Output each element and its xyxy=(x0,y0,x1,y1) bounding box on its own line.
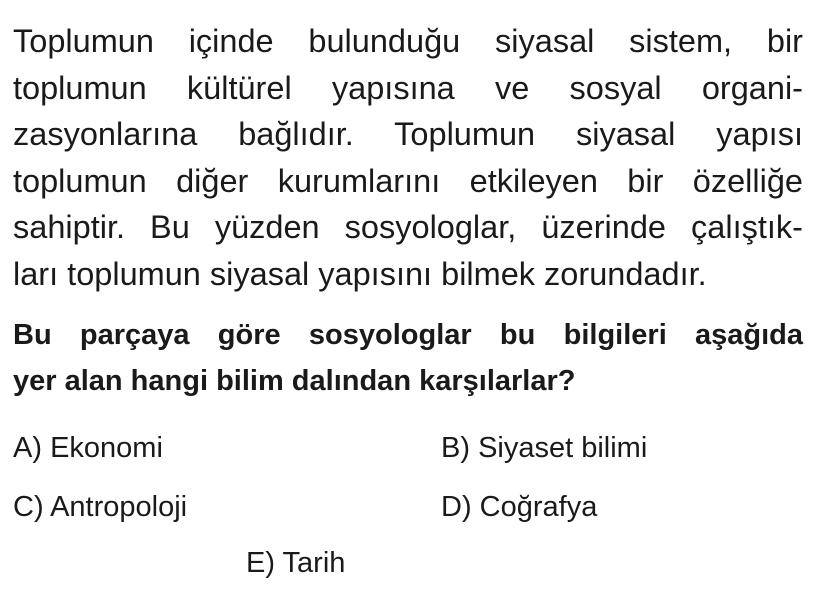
option-letter: C ) xyxy=(13,491,50,523)
option-letter: B ) xyxy=(441,432,478,464)
answer-option-e[interactable] xyxy=(246,545,345,581)
passage-line: zasyonlarına bağlıdır. Toplumun siyasal yapısı xyxy=(13,116,803,153)
passage-line: Toplumun içinde bulunduğu siyasal sistem, bir xyxy=(13,23,803,59)
question-line: yer alan hangi bilim dalından karşılarlar? xyxy=(13,365,576,397)
option-letter: A ) xyxy=(13,432,50,464)
answer-option-a[interactable] xyxy=(13,430,163,466)
question-stem xyxy=(13,312,803,404)
option-text: Ekonomi xyxy=(50,432,163,464)
passage-line: sahiptir. Bu yüzden sosyologlar, üzerinde çalıştık- xyxy=(13,209,803,246)
passage-line: ları toplumun siyasal yapısını bilmek zorundadır. xyxy=(13,255,707,292)
question-line: Bu parçaya göre sosyologlar bu bilgileri aşağıda xyxy=(13,319,803,351)
answer-option-c[interactable] xyxy=(13,489,187,525)
option-text: Tarih xyxy=(282,547,346,579)
answer-option-b[interactable] xyxy=(441,430,647,466)
reading-passage xyxy=(13,18,803,298)
option-letter: D ) xyxy=(441,491,480,523)
answer-option-d[interactable] xyxy=(441,489,597,525)
passage-line: toplumun kültürel yapısına ve sosyal organi- xyxy=(13,69,803,106)
passage-line: toplumun diğer kurumlarını etkileyen bir özelliğe xyxy=(13,162,803,199)
option-letter: E ) xyxy=(246,547,283,579)
option-text: Antropoloji xyxy=(50,491,188,523)
option-text: Coğrafya xyxy=(479,491,598,523)
option-text: Siyaset bilimi xyxy=(478,432,648,464)
